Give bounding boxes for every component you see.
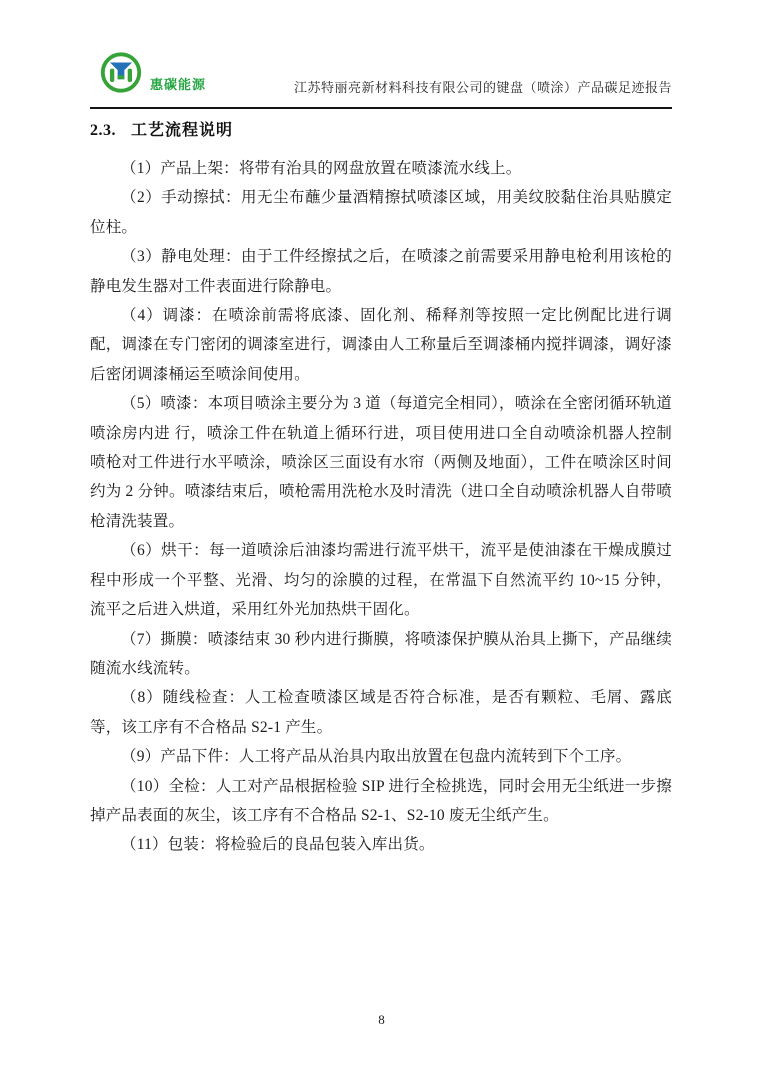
process-step-paragraph-1: （1）产品上架：将带有治具的网盘放置在喷漆流水线上。 (121, 160, 522, 177)
process-step-paragraph-6: （6）烘干：每一道喷涂后油漆均需进行流平烘干，流平是使油漆在干燥成膜过程中形成一个平整、光滑、均匀的涂膜的过程，在常温下自然流平约 10~15 分钟，流平之后进入烘道，采用红外光加热烘干固化。 (90, 542, 672, 619)
logo-company-name: 惠碳能源 (150, 77, 207, 92)
section-number: 2.3. (90, 122, 116, 139)
process-step-paragraph-10: （10）全检：人工对产品根据检验 SIP 进行全检挑选，同时会用无尘纸进一步擦掉产品表面的灰尘，该工序有不合格品 S2-1、S2-10 废无尘纸产生。 (90, 777, 672, 824)
page-number: 8 (378, 1012, 385, 1027)
report-header-title: 江苏特丽亮新材料科技有限公司的键盘（喷涂）产品碳足迹报告 (293, 80, 672, 95)
process-step-paragraph-2: （2）手动擦拭：用无尘布蘸少量酒精擦拭喷漆区域，用美纹胶黏住治具贴膜定位柱。 (90, 189, 672, 236)
huitan-energy-logo-icon (98, 50, 144, 95)
page-content (90, 0, 672, 860)
process-step-paragraph-8: （8）随线检查：人工检查喷漆区域是否符合标准，是否有颗粒、毛屑、露底等，该工序有不合格品 S2-1 产生。 (90, 689, 672, 736)
section-title: 工艺流程说明 (131, 122, 234, 139)
process-step-paragraph-7: （7）撕膜：喷漆结束 30 秒内进行撕膜，将喷漆保护膜从治具上撕下，产品继续随流水线流转。 (90, 630, 672, 677)
process-description (90, 154, 672, 860)
process-step-paragraph-5: （5）喷漆：本项目喷涂主要分为 3 道（每道完全相同），喷涂在全密闭循环轨道喷涂房内进 行，喷涂工件在轨道上循环行进，项目使用进口全自动喷涂机器人控制喷枪对工件进行水平喷涂，喷涂区三面设有水帘（两侧及地面），工件在喷涂区时间约为 2 分钟。喷漆结束后，喷枪需用洗枪水及时清洗（进口全自动喷涂机器人自带喷枪清洗装置。 (90, 395, 672, 530)
process-step-paragraph-3: （3）静电处理：由于工件经擦拭之后，在喷漆之前需要采用静电枪利用该枪的静电发生器对工件表面进行除静电。 (90, 248, 672, 295)
process-step-paragraph-4: （4）调漆：在喷涂前需将底漆、固化剂、稀释剂等按照一定比例配比进行调配，调漆在专门密闭的调漆室进行，调漆由人工称量后至调漆桶内搅拌调漆，调好漆后密闭调漆桶运至喷涂间使用。 (90, 307, 672, 383)
process-step-paragraph-11: （11）包装：将检验后的良品包装入库出货。 (121, 836, 435, 854)
company-logo (98, 50, 206, 95)
header-divider (90, 107, 672, 109)
section-heading (90, 117, 672, 140)
page-header (90, 50, 672, 98)
process-step-paragraph-9: （9）产品下件：人工将产品从治具内取出放置在包盘内流转到下个工序。 (121, 748, 632, 766)
